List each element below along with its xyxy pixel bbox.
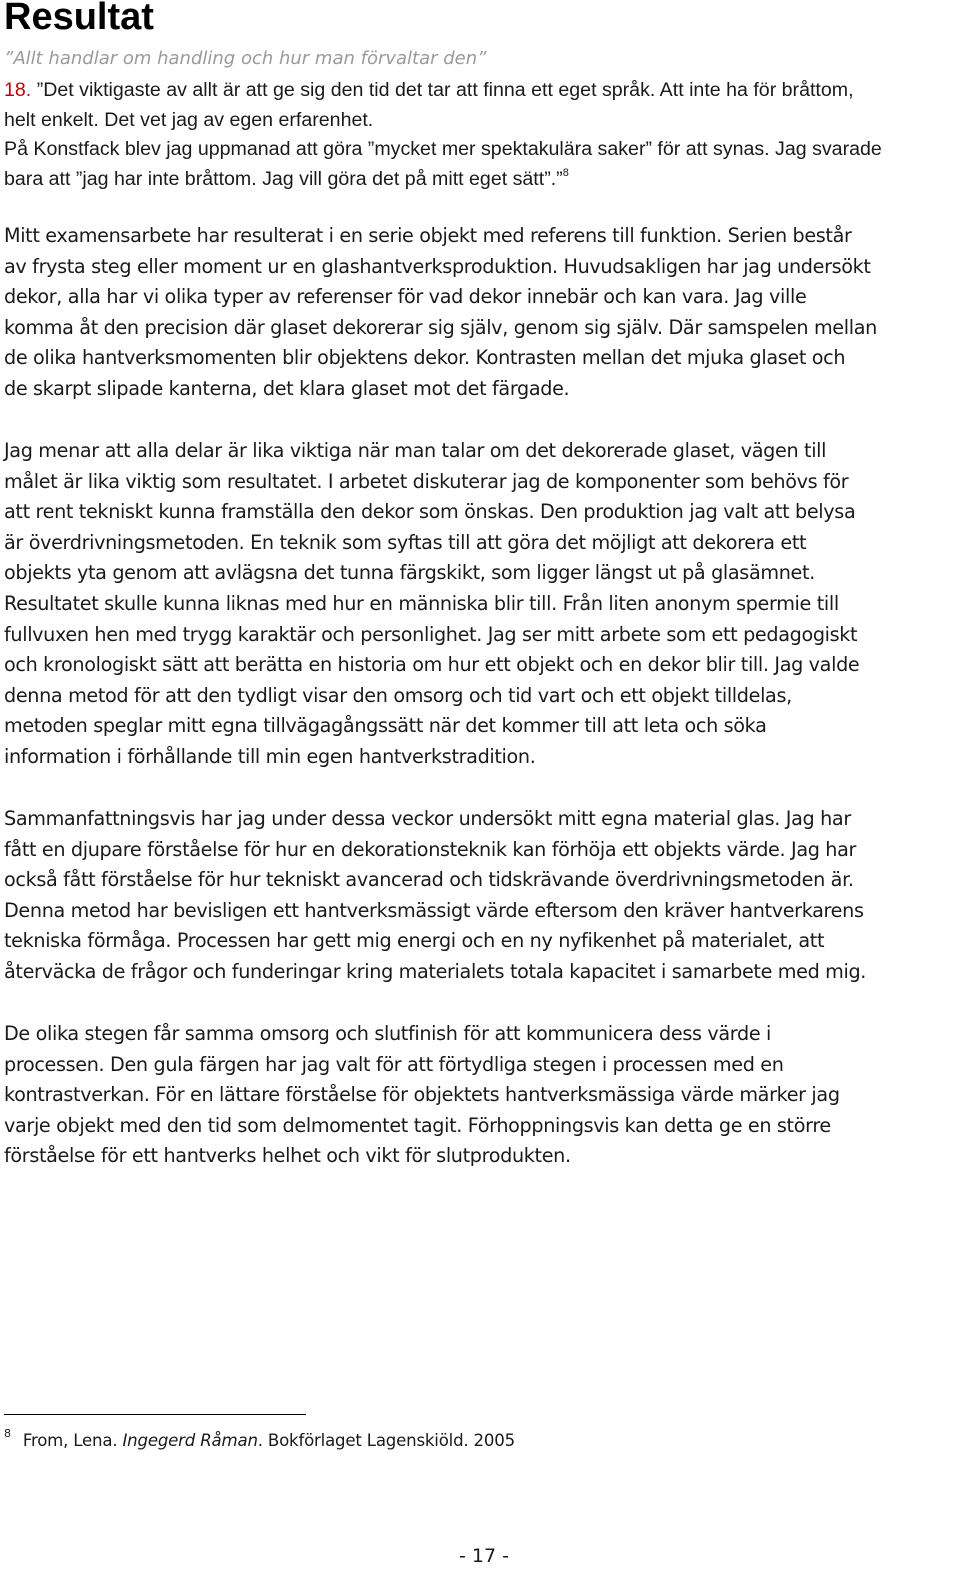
paragraph-line: Sammanfattningsvis har jag under dessa veckor undersökt mitt egna material glas. Jag har [4, 807, 851, 830]
quote-line [4, 76, 954, 106]
paragraph-line: också fått förståelse för hur tekniskt avancerad och tidskrävande överdrivningsmetoden är. [4, 868, 854, 892]
footnote-reference[interactable]: 8 [562, 166, 569, 179]
paragraph-line: fått en djupare förståelse för hur en dekorationsteknik kan förhöja ett objekts värde. Jag har [4, 837, 857, 861]
paragraph-line: metoden speglar mitt egna tillvägagångssätt när det kommer till att leta och söka [4, 714, 767, 738]
paragraph-line: kontrastverkan. För en lättare förståelse för objektets hantverksmässiga värde märker jag [4, 1083, 840, 1107]
paragraph-line: målet är lika viktig som resultatet. I arbetet diskuterar jag de komponenter som behövs för [4, 469, 849, 493]
paragraph-line: de olika hantverksmomenten blir objektens dekor. Kontrasten mellan det mjuka glaset och [4, 346, 846, 370]
paragraph [4, 436, 956, 773]
paragraph [4, 1019, 956, 1172]
page-title: Resultat [4, 0, 154, 38]
paragraph-line: är överdrivningsmetoden. En teknik som syftas till att göra det möjligt att dekorera ett [4, 530, 807, 554]
quote-line: helt enkelt. Det vet jag av egen erfarenhet. [4, 108, 374, 131]
paragraph-line: De olika stegen får samma omsorg och slutfinish för att kommunicera dess värde i [4, 1022, 772, 1045]
paragraph-line: dekor, alla har vi olika typer av referenser för vad dekor innebär och kan vara. Jag ville [4, 285, 807, 309]
quote-text: bara att ”jag har inte bråttom. Jag vill göra det på mitt eget sätt”.” [4, 167, 563, 190]
paragraph-line: återväcka de frågor och funderingar kring materialets totala kapacitet i samarbete med mig. [4, 959, 867, 983]
block-quote [4, 76, 954, 194]
paragraph-line: information i förhållande till min egen hantverkstradition. [4, 744, 536, 768]
paragraph [4, 221, 956, 405]
quote-text: ”Det viktigaste av allt är att ge sig den tid det tar att finna ett eget språk. Att inte ha för bråttom, [31, 79, 854, 101]
footnote-mark: 8 [4, 1427, 11, 1440]
quote-subtitle: ”Allt handlar om handling och hur man förvaltar den” [4, 48, 487, 69]
quote-number: 18. [4, 79, 32, 101]
paragraph-line: objekts yta genom att avlägsna det tunna färgskikt, som ligger längst ut på glasämnet. [4, 561, 815, 585]
paragraph-line: Resultatet skulle kunna liknas med hur en människa blir till. Från liten anonym spermie till [4, 591, 839, 615]
paragraph-line: tekniska förmåga. Processen har gett mig energi och en ny nyfikenhet på materialet, att [4, 929, 825, 953]
paragraph-line: och kronologiskt sätt att berätta en historia om hur ett objekt och en dekor blir till. Jag valde [4, 653, 860, 677]
footnote-divider [4, 1414, 306, 1415]
paragraph-line: Jag menar att alla delar är lika viktiga när man talar om det dekorerade glaset, vägen till [4, 439, 827, 462]
paragraph-line: varje objekt med den tid som delmomentet tagit. Förhoppningsvis kan detta ge en större [4, 1113, 831, 1137]
paragraph-line: Mitt examensarbete har resulterat i en serie objekt med referens till funktion. Serien består [4, 224, 852, 247]
footnote-author: From, Lena. [22, 1431, 123, 1450]
paragraph-line: förståelse för ett hantverks helhet och vikt för slutprodukten. [4, 1144, 571, 1168]
paragraph [4, 804, 956, 988]
paragraph-line: de skarpt slipade kanterna, det klara glaset mot det färgade. [4, 376, 570, 400]
quote-line [4, 165, 954, 195]
paragraph-line: att rent tekniskt kunna framställa den dekor som önskas. Den produktion jag valt att belysa [4, 500, 856, 524]
page-number: - 17 - [459, 1545, 509, 1567]
paragraph-line: fullvuxen hen med trygg karaktär och personlighet. Jag ser mitt arbete som ett pedagogiskt [4, 622, 858, 646]
quote-line: På Konstfack blev jag uppmanad att göra ”mycket mer spektakulära saker” för att synas. Jag svarade [4, 138, 882, 161]
footnote-publisher: . Bokförlaget Lagenskiöld. 2005 [257, 1431, 515, 1450]
paragraph-line: av frysta steg eller moment ur en glashantverksproduktion. Huvudsakligen har jag undersökt [4, 254, 871, 278]
paragraph-line: processen. Den gula färgen har jag valt för att förtydliga stegen i processen med en [4, 1052, 784, 1076]
paragraph-line: Denna metod har bevisligen ett hantverksmässigt värde eftersom den kräver hantverkarens [4, 898, 864, 922]
paragraph-line: komma åt den precision där glaset dekorerar sig själv, genom sig själv. Där samspelen mellan [4, 315, 877, 339]
footnote-title: Ingegerd Råman [122, 1431, 258, 1450]
paragraph-line: denna metod för att den tydligt visar den omsorg och tid vart och ett objekt tilldelas, [4, 683, 792, 707]
footnote [4, 1426, 515, 1456]
